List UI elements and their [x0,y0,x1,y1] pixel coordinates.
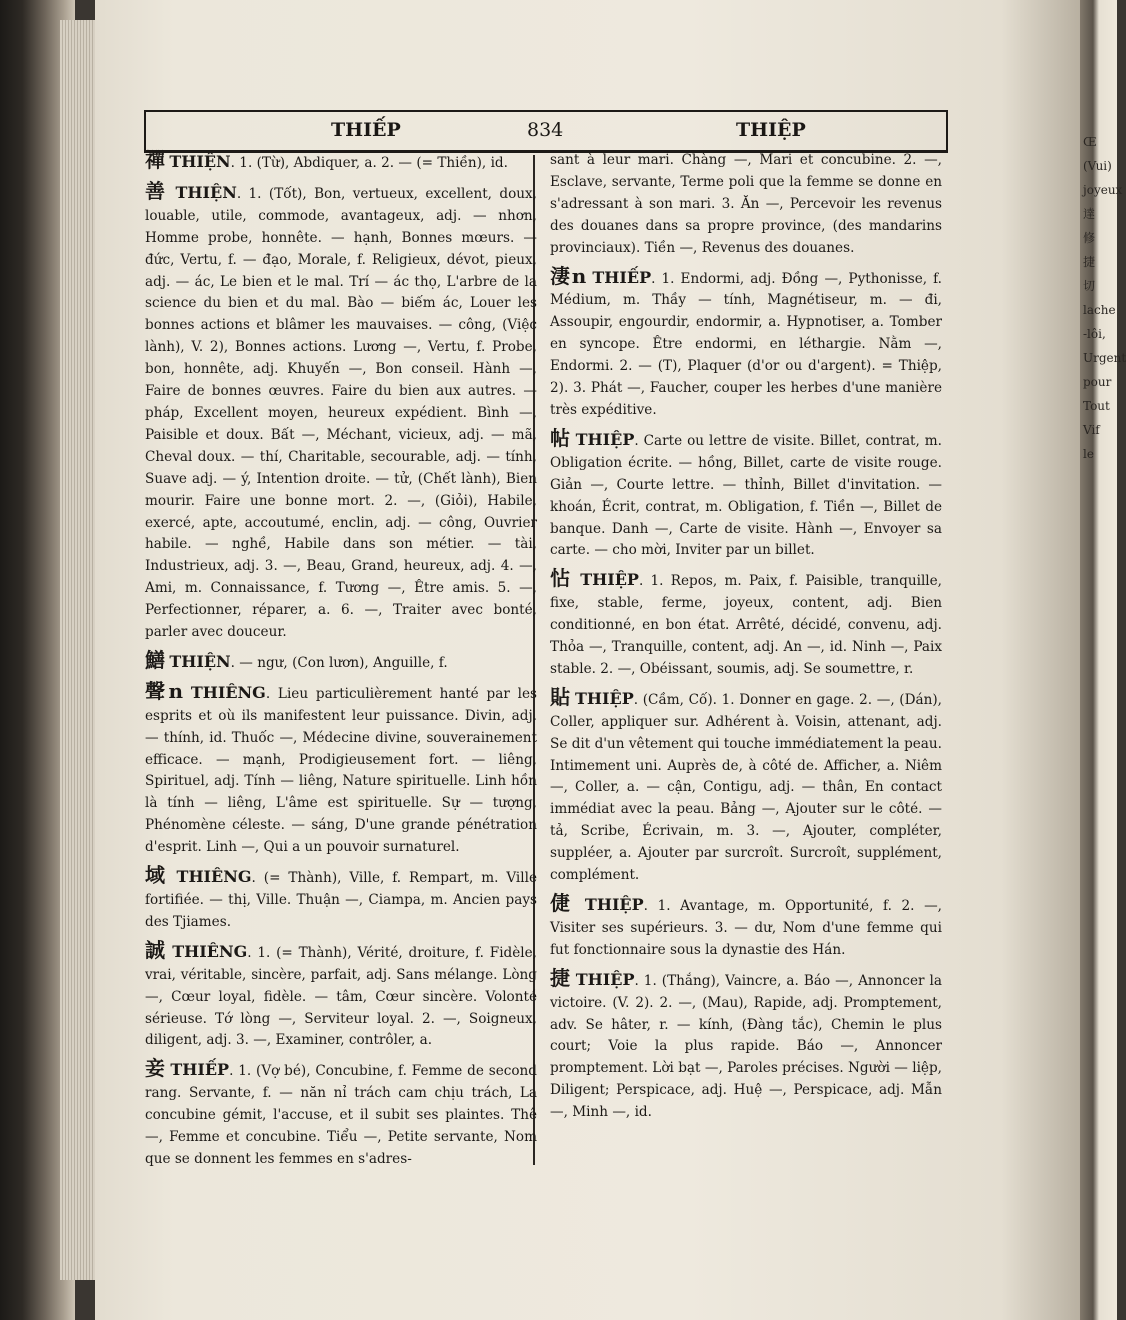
entry-definition: . (Cầm, Cố). 1. Donner en gage. 2. —, (Dán), Coller, appliquer sur. Adhérent à. Voisin, attenant, adj. Se dit d'un vêtement qui touche immédiatement la peau. Intimement uni. Auprès de, à côté de. Afficher, a. Niêm —, Coller, a. — cận, Contigu, adj. — thân, En contact immédiat avec la peau. Bảng —, Ajouter sur le côté. — tả, Scribe, Écrivain, m. 3. —, Ajouter, compléter, suppléer, a. Ajouter par surcroît. Surcroît, supplément, complément. [550,691,942,884]
entry-headword: THIỆP [575,969,635,989]
dictionary-entry [550,965,942,1124]
chinese-character: 聲n [145,678,184,703]
entry-headword: THIÊNG [176,867,252,887]
entry-definition: . 1. Endormi, adj. Đồng —, Pythonisse, f. Médium, m. Thầy — tính, Magnétiseur, m. — đi, Assoupir, engourdir, endormir, a. Hypnotiser, a. Tomber en syncope. Être endormi, en léthargie. Nằm —, Endormi. 2. — (T), Plaquer (d'or ou d'argent). = Thiệp, 2). 3. Phát —, Faucher, couper les herbes d'une manière très expéditive. [550,270,943,418]
dictionary-entry [550,263,943,422]
entry-headword: THIỆN [169,651,231,671]
chinese-character: 鱔 [145,647,165,672]
facing-page-fragment: Œ (Vui) joyeux 達 修 捷 切 lache -lôi, Urgent pour Tout Vif le [1083,135,1126,461]
entry-headword: THIÊNG [172,941,248,961]
entry-continuation: sant à leur mari. Chàng —, Mari et concubine. 2. —, Esclave, servante, Terme poli que la femme se donne en s'adressant à son mari. 3. Ăn —, Percevoir les revenus des douanes dans sa propre province, (des mandarins provinciaux). Tiền —, Revenus des douanes. [550,152,942,256]
entry-headword: THIẾP [592,267,652,287]
chinese-character: 帖 [550,425,571,450]
entry-definition: . — ngư, (Con lươn), Anguille, f. [230,654,448,671]
chinese-character: 妾 [145,1056,166,1081]
entry-headword: THIỆN [175,182,237,202]
right-column [550,150,942,1130]
dictionary-entry [145,150,537,175]
left-column [145,150,537,1177]
entry-headword: THIỆP [584,895,644,914]
entry-headword: THIỆP [575,688,634,708]
chinese-character: 貼 [550,684,571,709]
header-right-word: THIỆP [736,119,806,141]
dictionary-entry [145,865,537,934]
chinese-character: 誠 [145,937,167,962]
header-left-word: THIẾP [331,119,401,141]
chinese-character: 怗 [550,566,573,591]
entry-definition: . 1. (Vợ bé), Concubine, f. Femme de second rang. Servante, f. — năn nỉ trách cam chịu trách, La concubine gémit, l'accuse, et il subit ses plaintes. Thê —, Femme et concubine. Tiểu —, Petite servante, Nom que se donnent les femmes en s'adres- [145,1063,537,1167]
entry-headword: THIỆP [575,429,635,449]
dictionary-entry [145,937,537,1053]
entry-definition: . Carte ou lettre de visite. Billet, contrat, m. Obligation écrite. — hồng, Billet, carte de visite rouge. Giản —, Courte lettre. — thỉnh, Billet d'invitation. — khoán, Écrit, contrat, m. Obligation, f. Tiền —, Billet de banque. Danh —, Carte de visite. Hành —, Envoyer sa carte. — cho mời, Inviter par un billet. [550,432,943,559]
dictionary-entry [145,1058,537,1171]
dictionary-entry [550,684,942,887]
dictionary-entry [145,178,538,644]
entry-definition: . Lieu particulièrement hanté par les esprits et où ils manifestent leur puissance. Divin, adj. — thính, id. Thuốc —, Médecine divine, souverainement efficace. — mạnh, Prodigieusement fort. — liêng, Spirituel, adj. Tính — liêng, Nature spirituelle. Linh hồn là tính — liêng, L'âme est spirituelle. Sự — tượng, Phénomène céleste. — sáng, D'une grande pénétration d'esprit. Linh —, Qui a un pouvoir surnaturel. [145,685,537,856]
dictionary-entry [550,425,943,562]
entry-headword: THIẾP [170,1060,230,1080]
dictionary-entry [550,568,942,681]
dictionary-entry [550,893,942,962]
entry-definition: . 1. (Từ), Abdiquer, a. 2. — (= Thiền), id. [230,155,508,171]
entry-definition: . 1. (= Thành), Vérité, droiture, f. Fidèle, vrai, véritable, sincère, parfait, adj. Sans mélange. Lòng —, Cœur loyal, fidèle. — tâm, Cœur sincère. Volonté sérieuse. Tớ lòng —, Serviteur loyal. 2. —, Soigneux, diligent, adj. 3. —, Examiner, contrôler, a. [145,944,537,1049]
entry-definition: . 1. Avantage, m. Opportunité, f. 2. —, Visiter ses supérieurs. 3. — dư, Nom d'une femme qui fut fonctionnaire sous la dynastie des Hán. [550,898,943,958]
dictionary-entry [145,678,537,859]
dictionary-entry [145,647,537,675]
entry-definition: . 1. (Thắng), Vaincre, a. Báo —, Annoncer la victoire. (V. 2). 2. —, (Mau), Rapide, adj. Promptement, adv. Se hâter, r. — kính, (Đàng tắc), Chemin le plus court; Voie la plus rapide. Báo —, Annoncer promptement. Lời bạt —, Paroles précises. Người — liệp, Diligent; Perspicace, adj. Huệ —, Perspicace, adj. Mẫn —, Minh —, id. [550,972,942,1121]
chinese-character: 捷 [550,965,571,990]
entry-definition: . (= Thành), Ville, f. Rempart, m. Ville fortifiée. — thị, Ville. Thuận —, Ciampa, m. Ancien pays des Tjiames. [145,870,538,930]
page-header [144,110,948,153]
entry-headword: THIÊNG [190,682,266,702]
chinese-character: 禪 [145,148,165,172]
chinese-character: 善 [145,178,169,203]
entry-definition: . 1. Repos, m. Paix, f. Paisible, tranquille, fixe, stable, ferme, joyeux, content, adj. Bien conditionné, en bon état. Arrêté, décidé, convenu, adj. Thỏa —, Tranquille, content, adj. An —, id. Ninh —, Paix stable. 2. —, Obéissant, soumis, adj. Se soumettre, r. [550,573,943,677]
chinese-character: 域 [145,863,169,888]
entry-definition: . 1. (Tốt), Bon, vertueux, excellent, doux, louable, utile, commode, avantageux, adj. — nhơn, Homme probe, honnête. — hạnh, Bonnes mœurs. — đức, Vertu, f. — đạo, Morale, f. Religieux, dévot, pieux, adj. — ác, Le bien et le mal. Trí — ác thọ, L'arbre de la science du bien et du mal. Bào — biếm ác, Louer les bonnes actions et blâmer les mauvaises. — công, (Việc lành), V. 2), Bonnes actions. Lương —, Vertu, f. Probe, bon, honnête, adj. Khuyến —, Bon conseil. Hành —, Faire de bonnes œuvres. Faire du bien aux autres. — pháp, Excellent moyen, heureux expédient. Bình —, Paisible et doux. Bất —, Méchant, vicieux, adj. — mã, Cheval doux. — thí, Charitable, secourable, adj. — tính, Suave adj. — ý, Intention droite. — tử, (Chết lành), Bien mourir. Faire une bonne mort. 2. —, (Giỏi), Habile, exercé, apte, accoutumé, enclin, adj. — công, Ouvrier habile. — nghề, Habile dans son métier. — tài, Industrieux, adj. 3. —, Beau, Grand, heureux, adj. 4. —, Ami, m. Connaissance, f. Tương —, Être amis. 5. —, Perfectionner, réparer, a. 6. —, Traiter avec bonté, parler avec douceur. [145,185,538,641]
page-stack-edge [60,20,100,1280]
chinese-character: 倢 [550,891,576,915]
entry-headword: THIỆN [169,152,231,171]
entry-headword: THIỆP [580,570,639,590]
chinese-character: 淒n [550,263,587,288]
page-number: 834 [527,119,564,141]
